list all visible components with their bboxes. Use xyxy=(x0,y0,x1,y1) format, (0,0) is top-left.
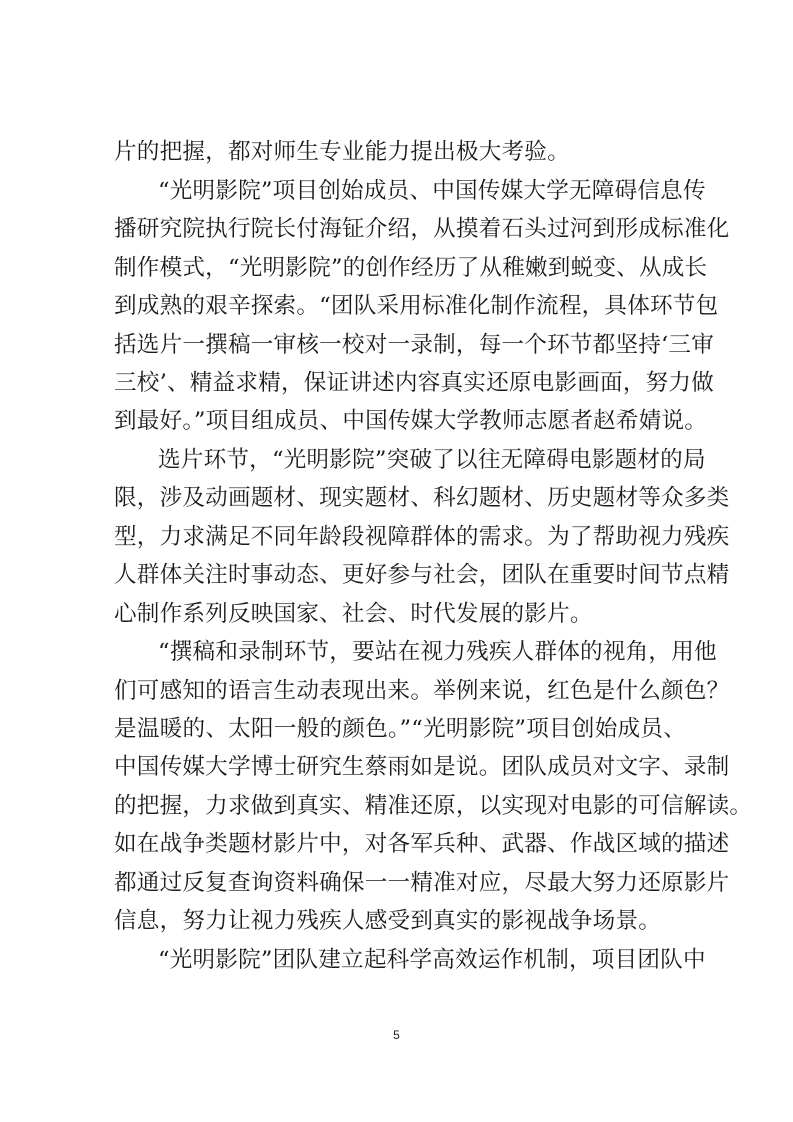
text-line: 都通过反复查询资料确保一一精准对应，尽最大努力还原影片 xyxy=(114,870,730,896)
text-line: 中国传媒大学博士研究生蔡雨如是说。团队成员对文字、录制 xyxy=(114,754,730,780)
text-line: 型，力求满足不同年龄段视障群体的需求。为了帮助视力残疾 xyxy=(114,524,730,550)
text-line: 是温暖的、太阳一般的颜色。”“光明影院”项目创始成员、 xyxy=(114,716,686,742)
text-line: 们可感知的语言生动表现出来。举例来说，红色是什么颜色？ xyxy=(114,678,730,704)
paragraph-start-line: 选片环节，“光明影院”突破了以往无障碍电影题材的局 xyxy=(158,447,706,473)
paragraph-start-line: “光明影院”项目创始成员、中国传媒大学无障碍信息传 xyxy=(158,178,706,204)
text-line: 括选片一撰稿一审核一校对一录制，每一个环节都坚持‘三审 xyxy=(114,332,715,358)
text-line: 限，涉及动画题材、现实题材、科幻题材、历史题材等众多类 xyxy=(114,485,730,511)
text-line: 如在战争类题材影片中，对各军兵种、武器、作战区域的描述 xyxy=(114,831,730,857)
text-line: 人群体关注时事动态、更好参与社会，团队在重要时间节点精 xyxy=(114,562,730,588)
text-line: 播研究院执行院长付海钲介绍，从摸着石头过河到形成标准化 xyxy=(114,216,730,242)
text-line: 的把握，力求做到真实、精准还原，以实现对电影的可信解读。 xyxy=(114,793,753,819)
text-line: 制作模式，“光明影院”的创作经历了从稚嫩到蜕变、从成长 xyxy=(114,255,708,281)
page-number: 5 xyxy=(393,1028,400,1042)
text-line: 信息，努力让视力残疾人感受到真实的影视战争场景。 xyxy=(114,908,662,934)
text-line: 三校’、精益求精，保证讲述内容真实还原电影画面，努力做 xyxy=(114,370,715,396)
text-line: 到最好。”项目组成员、中国传媒大学教师志愿者赵希婧说。 xyxy=(114,408,708,434)
paragraph-start-line: “撰稿和录制环节，要站在视力残疾人群体的视角，用他 xyxy=(158,639,717,665)
paragraph-start-line: “光明影院”团队建立起科学高效运作机制，项目团队中 xyxy=(158,947,706,973)
text-line: 到成熟的艰辛探索。“团队采用标准化制作流程，具体环节包 xyxy=(114,293,719,319)
text-line: 心制作系列反映国家、社会、时代发展的影片。 xyxy=(114,601,593,627)
text-line: 片的把握，都对师生专业能力提出极大考验。 xyxy=(114,139,570,165)
